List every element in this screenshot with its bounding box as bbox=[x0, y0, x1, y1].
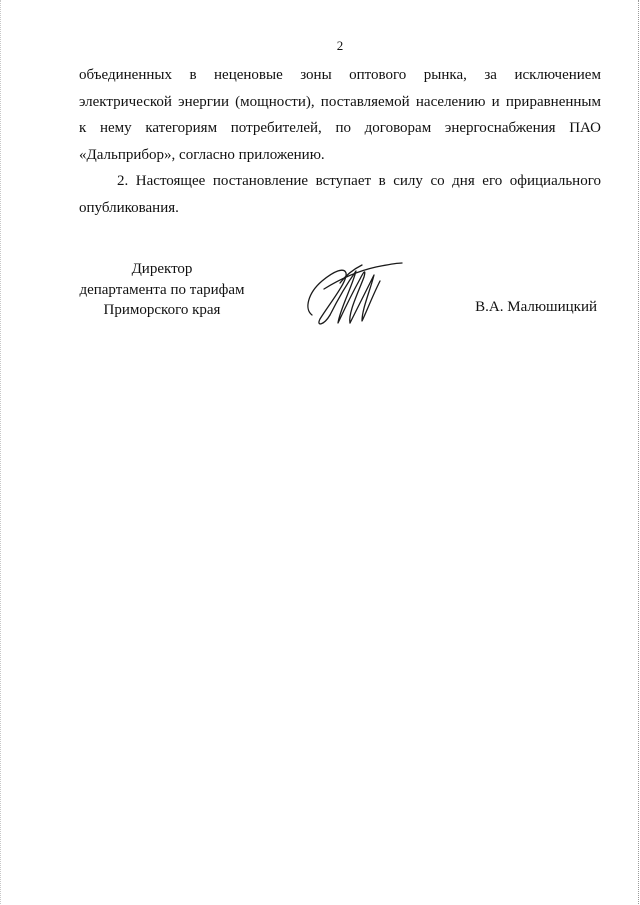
paragraph-1-line-3 bbox=[79, 115, 601, 142]
word: (мощности), bbox=[235, 93, 315, 110]
handwritten-signature-icon bbox=[300, 257, 412, 331]
word: электрической bbox=[79, 93, 172, 110]
paragraph-2-line-1 bbox=[79, 168, 601, 195]
paragraph-1-line-2 bbox=[79, 89, 601, 116]
word: энергии bbox=[178, 93, 229, 110]
word: со bbox=[430, 173, 445, 189]
word: поставляемой bbox=[320, 93, 410, 110]
word: объединенных bbox=[79, 67, 172, 83]
word: официального bbox=[509, 173, 601, 189]
word: приравненным bbox=[505, 93, 601, 110]
position-line-1: Директор bbox=[131, 261, 193, 277]
word: по bbox=[335, 120, 351, 136]
paragraph-1-line-4: «Дальприбор», согласно приложению. bbox=[79, 146, 325, 163]
word: в bbox=[378, 173, 386, 189]
word: неценовые bbox=[214, 67, 283, 83]
word: в bbox=[189, 67, 197, 83]
word: и bbox=[491, 93, 500, 110]
signatory-position bbox=[62, 259, 262, 321]
word: вступает bbox=[315, 173, 372, 189]
word: исключением bbox=[514, 67, 601, 83]
word: постановление bbox=[212, 173, 309, 189]
word: ПАО bbox=[569, 120, 601, 136]
word: к bbox=[79, 120, 87, 136]
word: дня bbox=[452, 173, 475, 189]
word: оптового bbox=[349, 67, 407, 83]
paragraph-1-line-1 bbox=[79, 62, 601, 89]
word: потребителей, bbox=[230, 120, 322, 136]
word: энергоснабжения bbox=[444, 120, 556, 136]
word: его bbox=[482, 173, 503, 189]
word: зоны bbox=[300, 67, 332, 83]
word: 2. bbox=[117, 173, 129, 189]
word: населению bbox=[415, 93, 486, 110]
word: договорам bbox=[364, 120, 432, 136]
word: нему bbox=[99, 120, 132, 136]
position-line-3: Приморского края bbox=[103, 302, 221, 318]
position-line-2: департамента по тарифам bbox=[79, 281, 245, 298]
word: Настоящее bbox=[135, 173, 206, 189]
word: силу bbox=[393, 173, 423, 189]
document-body bbox=[79, 62, 601, 221]
word: рынка, bbox=[423, 67, 467, 83]
page-number: 2 bbox=[336, 38, 344, 53]
paragraph-2-line-2: опубликования. bbox=[79, 199, 179, 216]
word: за bbox=[484, 67, 497, 83]
word: категориям bbox=[145, 120, 218, 136]
signer-name: В.А. Малюшицкий bbox=[475, 299, 597, 315]
